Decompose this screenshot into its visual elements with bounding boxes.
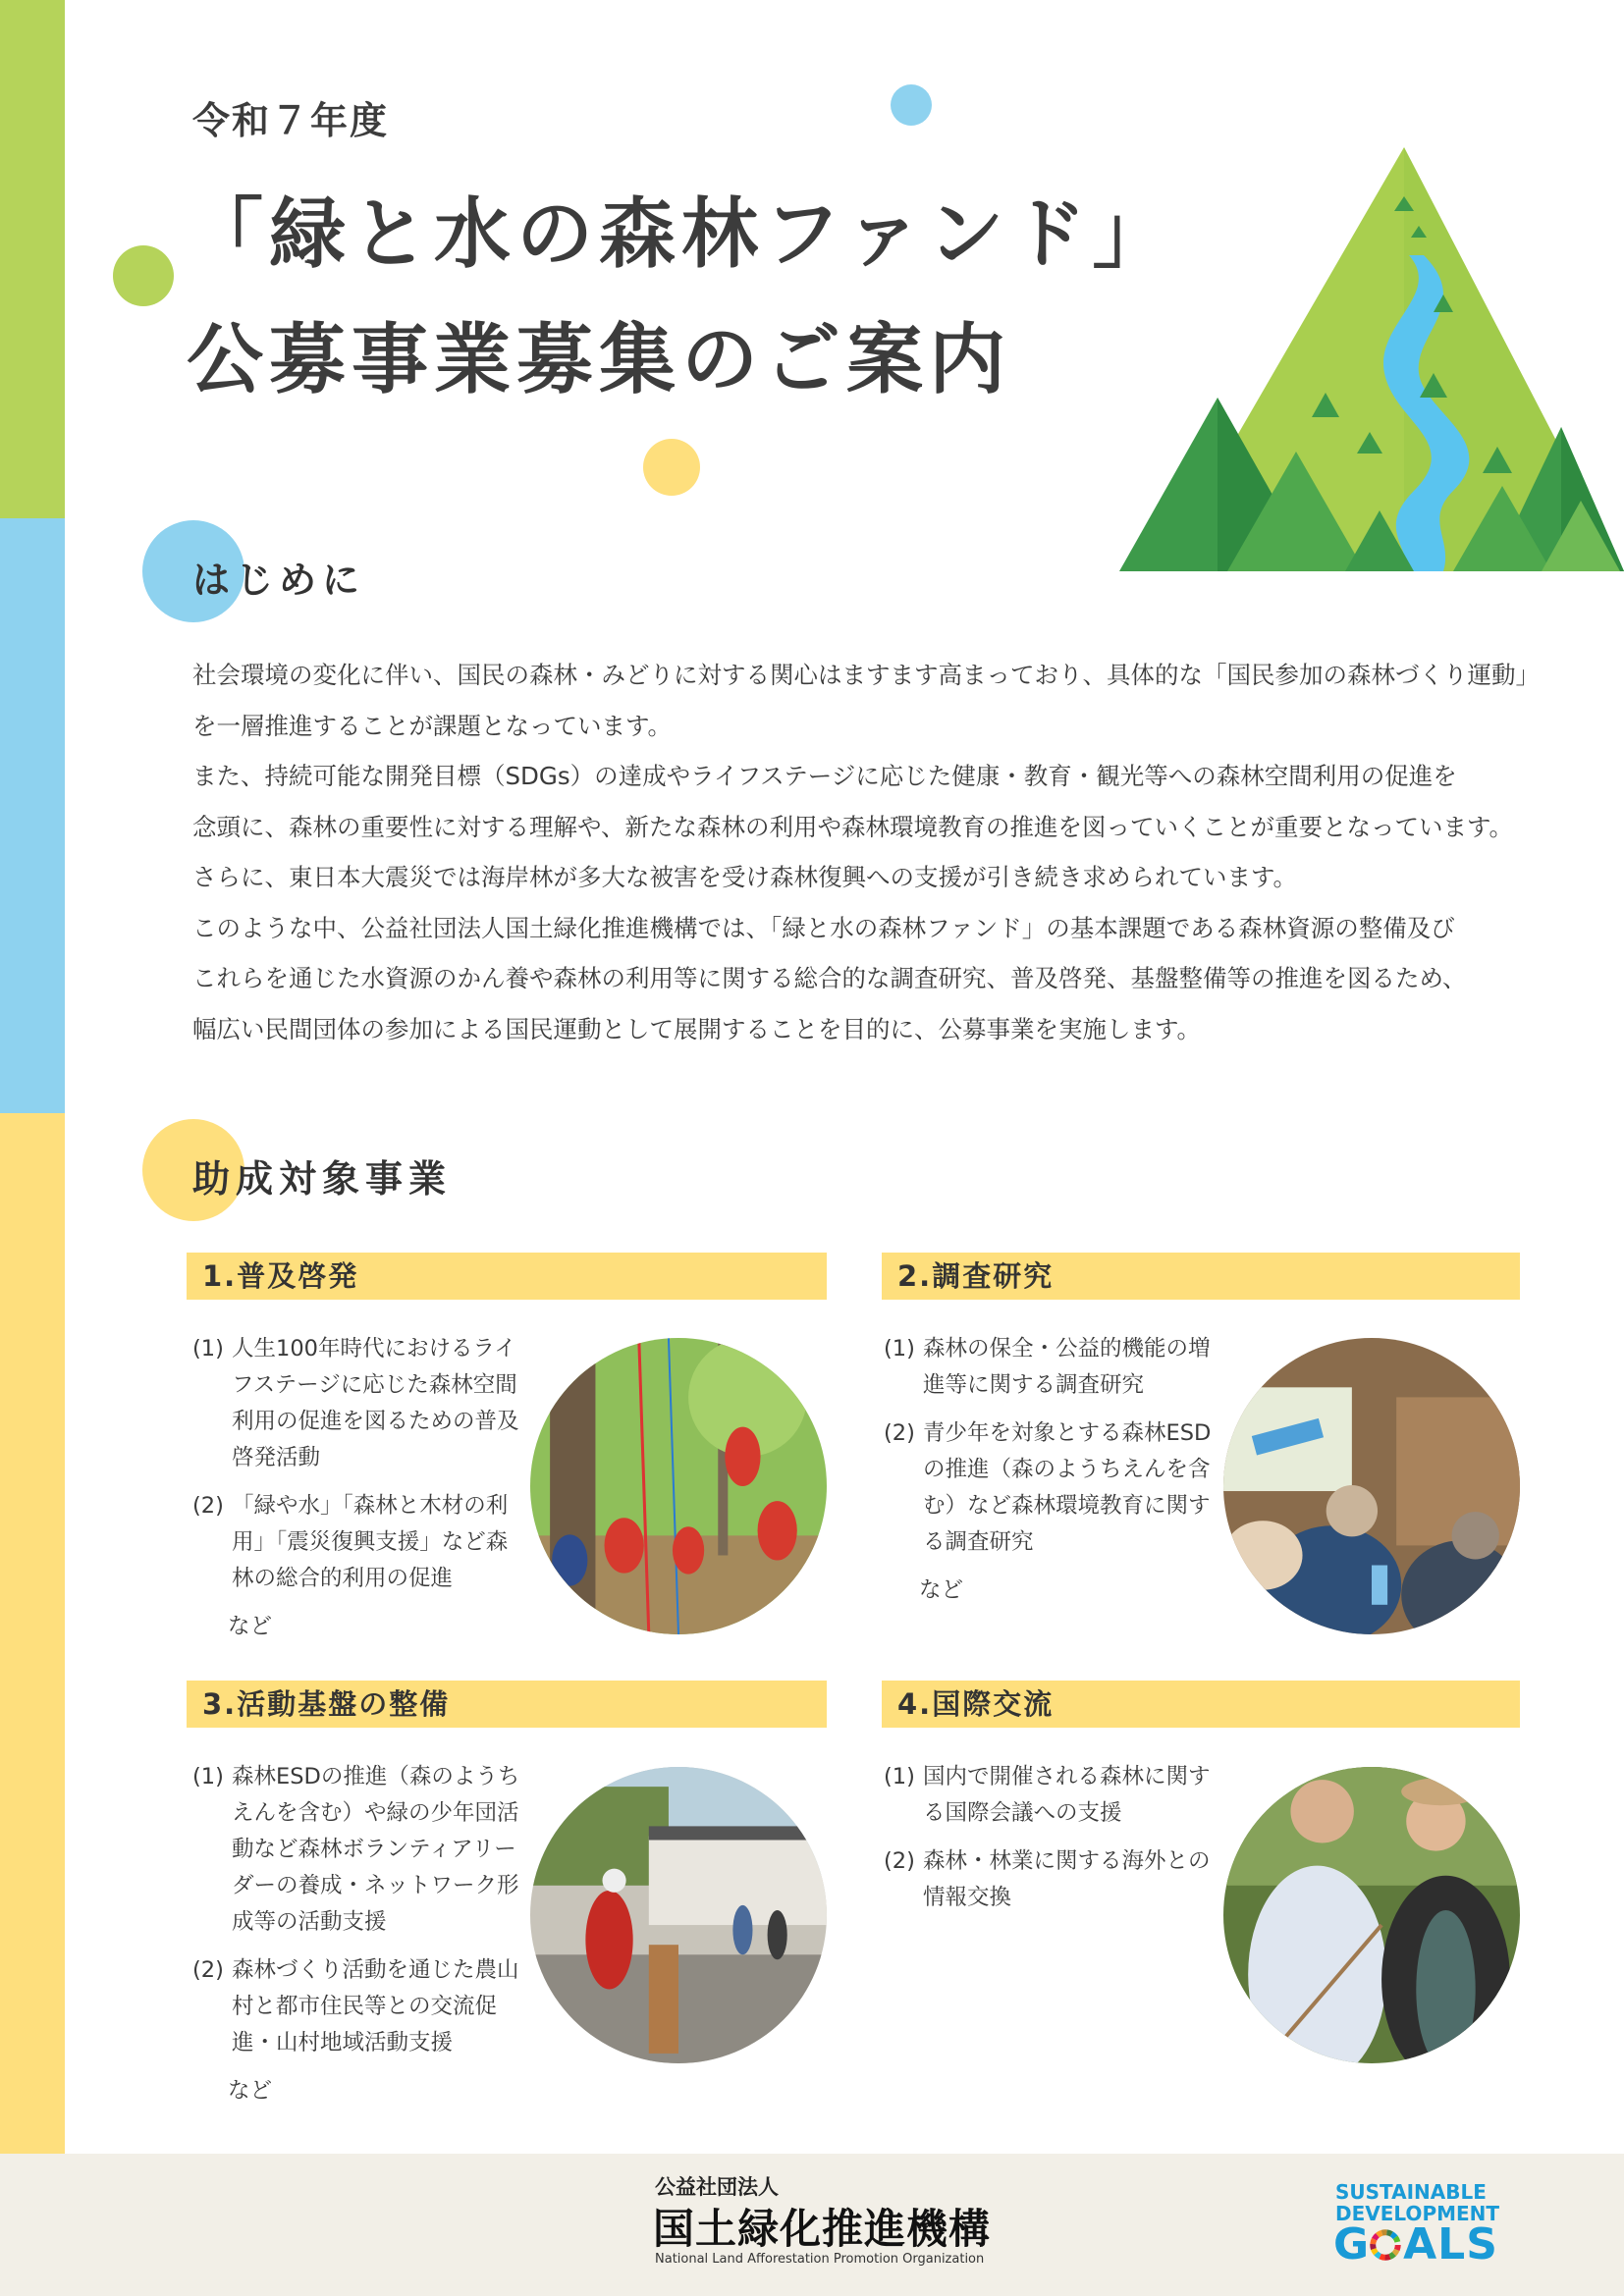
decor-dot-yellow (643, 439, 700, 496)
category-4-items (884, 1759, 1214, 1928)
sdg-wheel-icon (1369, 2228, 1402, 2262)
side-stripe-blue (0, 518, 65, 1113)
sdg-goals-rest: ALS (1403, 2219, 1498, 2269)
item-text: 森林の保全・公益的機能の増進等に関する調査研究 (923, 1336, 1211, 1398)
item-number: (1) (192, 1336, 224, 1362)
org-name-logo: 国土緑化推進機構 (653, 2205, 992, 2253)
sdg-goals-logo (1333, 2220, 1498, 2269)
intro-line: また、持続可能な開発目標（SDGs）の達成やライフステージに応じた健康・教育・観光等への森林空間利用の促進を (192, 762, 1457, 790)
intro-line: を一層推進することが課題となっています。 (192, 711, 673, 740)
mountain-river-illustration (1119, 147, 1624, 571)
intro-line: 幅広い民間団体の参加による国民運動として展開することを目的に、公募事業を実施します。 (192, 1014, 1202, 1043)
item-etc: など (919, 1577, 964, 1603)
item-number: (1) (884, 1336, 915, 1362)
category-2-title: 2.調査研究 (882, 1253, 1520, 1300)
item-number: (2) (192, 1957, 224, 1983)
list-item (192, 1952, 526, 2061)
item-etc: など (228, 2078, 273, 2104)
side-stripe-green (0, 0, 65, 518)
item-number: (2) (884, 1848, 915, 1874)
item-text: 青少年を対象とする森林ESDの推進（森のようちえんを含む）など森林環境教育に関する調査研究 (923, 1420, 1212, 1555)
list-item (192, 1488, 526, 1597)
item-text: 「緑や水」「森林と木材の利用」「震災復興支援」など森林の総合的利用の促進 (232, 1493, 509, 1591)
sdg-line-2: DEVELOPMENT (1335, 2202, 1500, 2225)
org-english-name: National Land Afforestation Promotion Organization (655, 2252, 985, 2267)
photo-chainsaw-training (530, 1767, 827, 2063)
category-4-title: 4.国際交流 (882, 1681, 1520, 1728)
category-1-title: 1.普及啓発 (187, 1253, 827, 1300)
intro-line: 念頭に、森林の重要性に対する理解や、新たな森林の利用や森林環境教育の推進を図っていくことが重要となっています。 (192, 812, 1514, 841)
item-text: 人生100年時代におけるライフステージに応じた森林空間利用の促進を図るための普及啓発活動 (232, 1336, 519, 1470)
photo-tree-climbing (530, 1338, 827, 1634)
decor-dot-blue (891, 84, 932, 126)
list-item (884, 1759, 1214, 1832)
page-title (187, 172, 1174, 423)
title-line-1: 「緑と水の森林ファンド」 (187, 190, 1175, 279)
side-stripe-yellow (0, 1113, 65, 2154)
intro-body (192, 650, 1538, 1054)
item-number: (2) (884, 1420, 915, 1446)
item-number: (1) (192, 1764, 224, 1789)
item-number: (2) (192, 1493, 224, 1519)
intro-line: このような中、公益社団法人国土緑化推進機構では、「緑と水の森林ファンド」の基本課題である森林資源の整備及び (192, 913, 1455, 942)
item-text: 森林ESDの推進（森のようちえんを含む）や緑の少年団活動など森林ボランティアリーダーの養成・ネットワーク形成等の活動支援 (232, 1764, 520, 1935)
category-1-items (192, 1331, 526, 1645)
intro-line: 社会環境の変化に伴い、国民の森林・みどりに対する関心はますます高まっており、具体的な「国民参加の森林づくり運動」 (192, 661, 1540, 689)
sdg-line-1: SUSTAINABLE (1335, 2180, 1487, 2204)
item-text: 国内で開催される森林に関する国際会議への支援 (923, 1764, 1211, 1826)
decor-dot-green (113, 245, 174, 306)
intro-line: これらを通じた水資源のかん養や森林の利用等に関する総合的な調査研究、普及啓発、基盤整備等の推進を図るため、 (192, 964, 1467, 992)
intro-line: さらに、東日本大震災では海岸林が多大な被害を受け森林復興への支援が引き続き求められています。 (192, 863, 1298, 891)
list-item (884, 1415, 1214, 1561)
item-number: (1) (884, 1764, 915, 1789)
category-3-items (192, 1759, 526, 2109)
item-text: 森林・林業に関する海外との情報交換 (923, 1848, 1211, 1910)
title-line-2: 公募事業募集のご案内 (187, 316, 1012, 404)
fiscal-year: 令和７年度 (192, 99, 390, 142)
item-etc: など (228, 1614, 273, 1639)
org-type: 公益社団法人 (655, 2175, 779, 2199)
intro-heading: はじめに (192, 559, 366, 602)
list-item (192, 1759, 526, 1941)
item-text: 森林づくり活動を通じた農山村と都市住民等との交流促進・山村地域活動支援 (232, 1957, 519, 2056)
list-item (884, 1331, 1214, 1404)
photo-seminar (1223, 1338, 1520, 1634)
list-item (884, 1843, 1214, 1916)
category-3-title: 3.活動基盤の整備 (187, 1681, 827, 1728)
subsidy-heading: 助成対象事業 (192, 1157, 453, 1201)
category-2-items (884, 1331, 1214, 1609)
photo-international-exchange (1223, 1767, 1520, 2063)
list-item (192, 1331, 526, 1476)
sdg-goals-g: G (1333, 2219, 1371, 2269)
